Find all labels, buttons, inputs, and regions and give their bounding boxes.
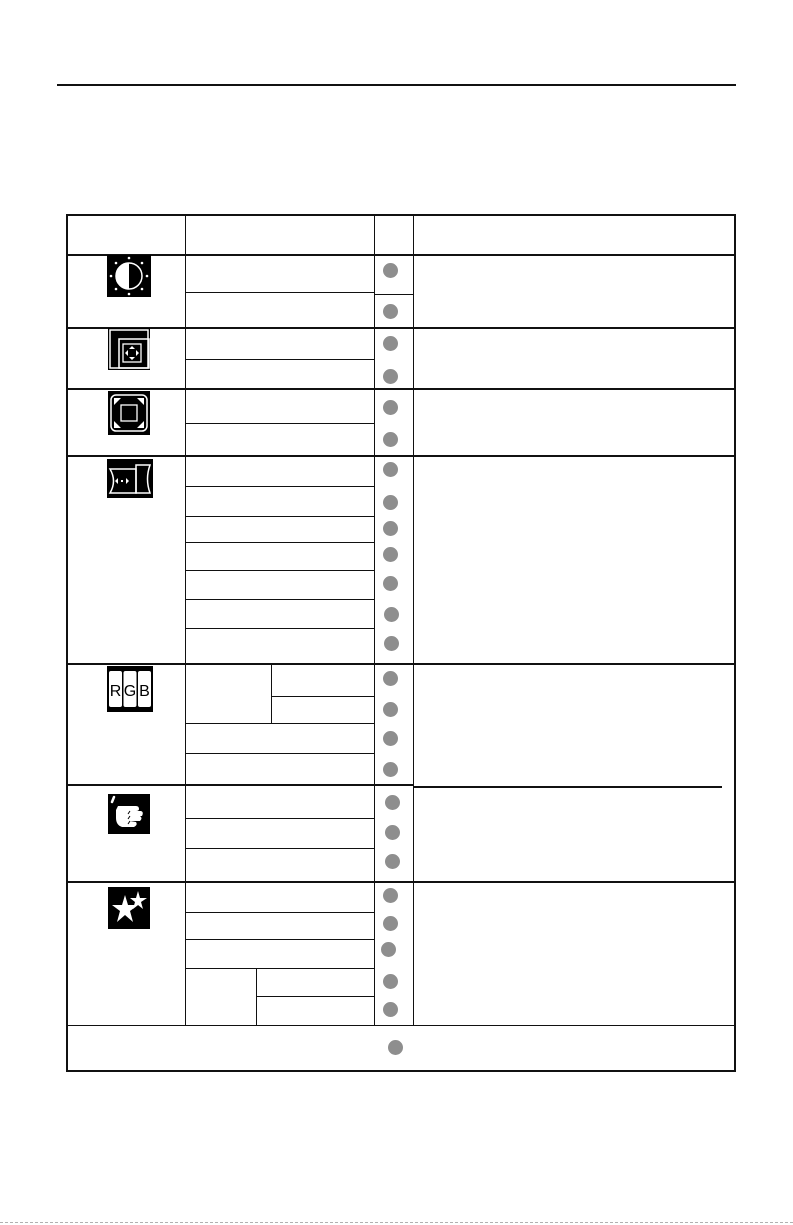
- row-divider: [185, 486, 374, 487]
- hand-pointer-icon: [108, 794, 150, 834]
- row-divider: [271, 696, 374, 697]
- group-divider: [66, 784, 414, 786]
- row-divider: [256, 996, 374, 997]
- row-divider: [374, 294, 413, 295]
- indicator-dot: [383, 400, 398, 415]
- indicator-dot: [384, 607, 399, 622]
- svg-text:R: R: [109, 683, 122, 700]
- column-divider: [374, 214, 375, 1026]
- svg-text:G: G: [123, 683, 137, 700]
- top-rule: [57, 84, 736, 86]
- footer-divider: [66, 1025, 736, 1026]
- indicator-dot: [383, 1002, 398, 1017]
- row-divider: [185, 359, 374, 360]
- indicator-dot: [383, 521, 398, 536]
- row-divider: [185, 848, 374, 849]
- indicator-dot: [383, 762, 398, 777]
- osd-function-table: [66, 214, 736, 1072]
- subcolumn-divider: [256, 968, 257, 1026]
- row-divider: [185, 570, 374, 571]
- group-divider-offset: [414, 786, 722, 788]
- indicator-dot: [383, 731, 398, 746]
- size-icon: [108, 391, 150, 435]
- row-divider: [185, 292, 374, 293]
- row-divider: [185, 516, 374, 517]
- indicator-dot: [385, 854, 400, 869]
- row-divider: [185, 818, 374, 819]
- group-divider: [66, 327, 736, 329]
- row-divider: [185, 939, 374, 940]
- indicator-dot: [383, 547, 398, 562]
- svg-text:B: B: [139, 683, 150, 700]
- row-divider: [185, 912, 374, 913]
- column-divider: [413, 214, 414, 1026]
- group-divider: [66, 663, 736, 665]
- row-divider: [185, 542, 374, 543]
- group-divider: [66, 388, 736, 390]
- row-divider: [185, 628, 374, 629]
- indicator-dot: [385, 795, 400, 810]
- indicator-dot: [383, 702, 398, 717]
- indicator-dot: [383, 369, 398, 384]
- row-divider: [185, 599, 374, 600]
- position-icon: [108, 328, 150, 370]
- table-border-left: [66, 214, 68, 1072]
- indicator-dot: [383, 974, 398, 989]
- indicator-dot: [383, 304, 398, 319]
- indicator-dot: [383, 462, 398, 477]
- header-divider: [66, 254, 736, 256]
- row-divider: [185, 968, 374, 969]
- row-divider: [185, 723, 374, 724]
- indicator-dot: [383, 671, 398, 686]
- table-border-top: [66, 214, 736, 216]
- table-border-right: [734, 214, 736, 1072]
- indicator-dot: [383, 888, 398, 903]
- star-burst-icon: [108, 887, 150, 929]
- indicator-dot: [383, 576, 398, 591]
- column-divider: [185, 214, 186, 1026]
- row-divider: [185, 753, 374, 754]
- indicator-dot: [385, 825, 400, 840]
- rgb-color-icon: [107, 666, 153, 712]
- geometry-icon: [107, 459, 153, 498]
- indicator-dot: [383, 495, 398, 510]
- page-bottom-edge: [0, 1222, 793, 1223]
- indicator-dot: [381, 942, 396, 957]
- indicator-dot: [383, 432, 398, 447]
- group-divider: [66, 455, 736, 457]
- indicator-dot: [383, 336, 398, 351]
- table-border-bottom: [66, 1070, 736, 1072]
- subcolumn-divider: [271, 665, 272, 723]
- indicator-dot: [383, 263, 398, 278]
- indicator-dot: [388, 1040, 403, 1055]
- brightness-contrast-icon: [107, 255, 151, 297]
- indicator-dot: [384, 636, 399, 651]
- group-divider: [66, 881, 736, 883]
- row-divider: [185, 423, 374, 424]
- indicator-dot: [383, 916, 398, 931]
